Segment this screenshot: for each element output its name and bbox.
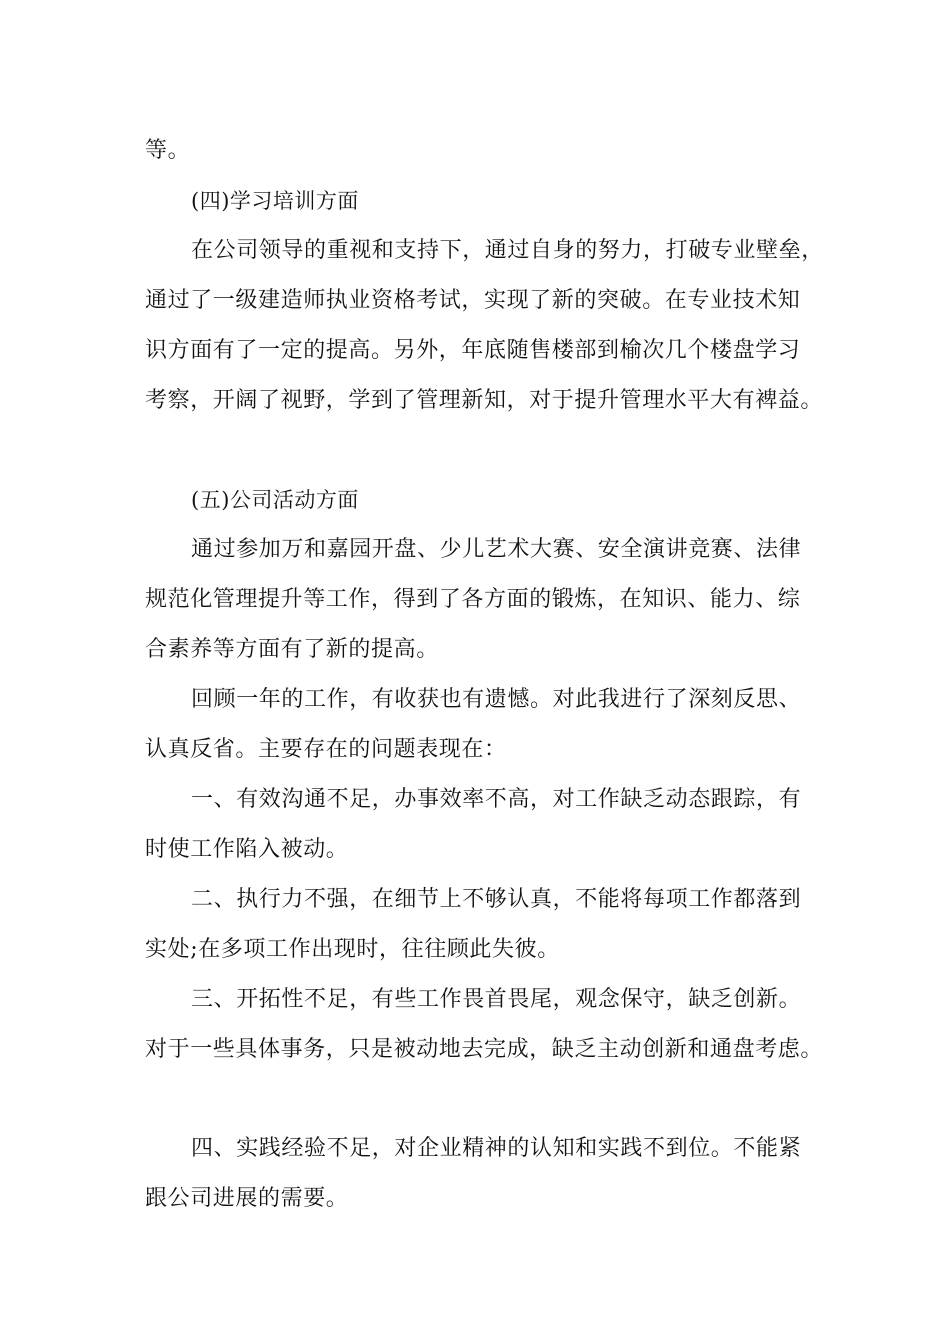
text-line: 对于一些具体事务，只是被动地去完成，缺乏主动创新和通盘考虑。: [145, 1037, 824, 1062]
text-line: 二、执行力不强，在细节上不够认真，不能将每项工作都落到: [191, 887, 802, 912]
text-line: 实处;在多项工作出现时，往往顾此失彼。: [145, 937, 560, 962]
text-line: 在公司领导的重视和支持下，通过自身的努力，打破专业壁垒，: [191, 238, 824, 263]
text-line: 等。: [145, 138, 191, 163]
text-line: 跟公司进展的需要。: [145, 1186, 349, 1211]
text-line: 三、开拓性不足，有些工作畏首畏尾，观念保守，缺乏创新。: [191, 987, 802, 1012]
text-line: 考察，开阔了视野，学到了管理新知，对于提升管理水平大有裨益。: [145, 388, 824, 413]
text-line: 通过了一级建造师执业资格考试，实现了新的突破。在专业技术知: [145, 288, 801, 313]
text-line: 规范化管理提升等工作，得到了各方面的锻炼，在知识、能力、综: [145, 587, 801, 612]
text-line: 通过参加万和嘉园开盘、少儿艺术大赛、安全演讲竞赛、法律: [191, 537, 802, 562]
section-heading-4: (四)学习培训方面: [191, 189, 359, 213]
section-heading-5: (五)公司活动方面: [191, 488, 359, 512]
text-line: 回顾一年的工作，有收获也有遗憾。对此我进行了深刻反思、: [191, 687, 802, 712]
text-line: 四、实践经验不足，对企业精神的认知和实践不到位。不能紧: [191, 1136, 802, 1161]
text-line: 认真反省。主要存在的问题表现在：: [145, 737, 507, 762]
text-line: 识方面有了一定的提高。另外，年底随售楼部到榆次几个楼盘学习: [145, 338, 801, 363]
text-line: 合素养等方面有了新的提高。: [145, 637, 439, 662]
text-line: 一、有效沟通不足，办事效率不高，对工作缺乏动态跟踪，有: [191, 787, 802, 812]
text-line: 时使工作陷入被动。: [145, 837, 349, 862]
